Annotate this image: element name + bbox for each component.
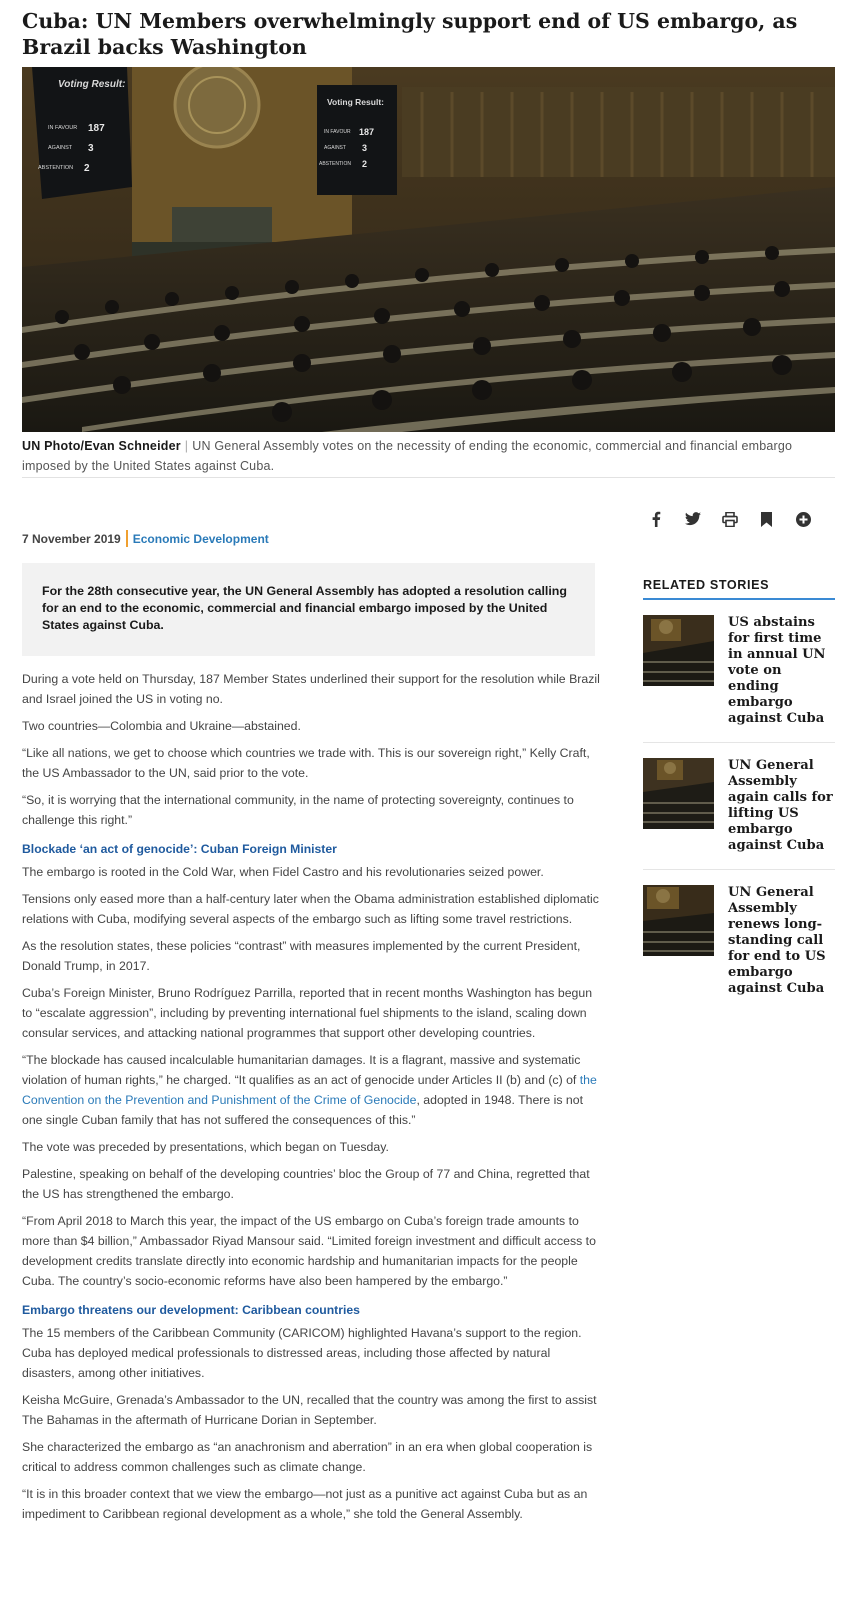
share-toolbar [637, 509, 822, 529]
paragraph: She characterized the embargo as “an anachronism and aberration” in an era when global cooperation is critical to address common challenges such as climate change. [22, 1440, 593, 1474]
board-right-label-favour: IN FAVOUR [324, 129, 351, 135]
paragraph: Cuba’s Foreign Minister, Bruno Rodríguez Parrilla, reported that in recent months Washington has begun to “escalate aggression”, including by preventing international fuel shipments to the island, scaling down consular services, and attacking national programmes that support other developing countries. [22, 986, 593, 1040]
board-right-value-abstention: 2 [362, 159, 368, 169]
genocide-convention-link[interactable]: the Convention on the Prevention and Punishment of the Crime of Genocide [22, 1073, 597, 1107]
related-heading: RELATED STORIES [643, 578, 835, 600]
bookmark-icon[interactable] [748, 509, 785, 529]
caption-divider [22, 477, 835, 478]
board-left-label-favour: IN FAVOUR [48, 125, 78, 131]
board-left-value-favour: 187 [88, 123, 105, 134]
paragraph: “So, it is worrying that the international community, in the name of protecting sovereignty, continues to challenge this right.” [22, 793, 574, 827]
voting-board-left [32, 67, 132, 199]
board-left-title: Voting Result: [58, 79, 126, 90]
board-left-label-abstention: ABSTENTION [38, 165, 74, 171]
section-heading: Blockade ‘an act of genocide’: Cuban Foreign Minister [22, 842, 337, 856]
story-thumbnail[interactable] [643, 615, 714, 686]
facebook-icon[interactable] [637, 509, 674, 529]
paragraph: As the resolution states, these policies “contrast” with measures implemented by the current President, Donald Trump, in 2017. [22, 939, 581, 973]
paragraph: “Like all nations, we get to choose which countries we trade with. This is our sovereign right,” Kelly Craft, the US Ambassador to the UN, said prior to the vote. [22, 746, 590, 780]
related-story[interactable] [643, 870, 835, 1012]
story-thumbnail[interactable] [643, 758, 714, 829]
board-right-label-against: AGAINST [324, 145, 346, 151]
topic-link[interactable]: Economic Development [132, 531, 269, 546]
photo-caption [22, 436, 822, 476]
paragraph [22, 1050, 602, 1130]
paragraph: The embargo is rooted in the Cold War, when Fidel Castro and his revolutionaries seized power. [22, 865, 544, 879]
lead-text: For the 28th consecutive year, the UN General Assembly has adopted a resolution calling for an end to the economic, commercial and financial embargo imposed by the United States against Cuba. [42, 584, 567, 632]
voting-board-right [317, 85, 397, 195]
related-story[interactable] [643, 743, 835, 870]
article-meta [22, 530, 269, 547]
hero-photo [22, 67, 835, 432]
related-story[interactable] [643, 600, 835, 743]
related-stories [643, 578, 835, 1012]
assembly-hall-illustration [22, 67, 835, 432]
meta-divider [126, 530, 128, 547]
paragraph: The vote was preceded by presentations, which began on Tuesday. [22, 1140, 389, 1154]
lead-summary [22, 563, 595, 656]
story-title[interactable]: US abstains for first time in annual UN vote on ending embargo against Cuba [728, 615, 826, 726]
board-right-value-against: 3 [362, 143, 368, 153]
plus-icon[interactable] [785, 509, 822, 529]
board-left-value-abstention: 2 [84, 163, 90, 174]
board-left-label-against: AGAINST [48, 145, 73, 151]
twitter-icon[interactable] [674, 509, 711, 529]
board-right-label-abstention: ABSTENTION [319, 161, 351, 167]
photo-credit: UN Photo/Evan Schneider [22, 439, 181, 453]
paragraph: The 15 members of the Caribbean Community (CARICOM) highlighted Havana’s support to the region. Cuba has deployed medical professionals to distressed areas, including those affected by natural disasters, among other initiatives. [22, 1326, 582, 1380]
paragraph: Keisha McGuire, Grenada’s Ambassador to the UN, recalled that the country was among the first to assist The Bahamas in the aftermath of Hurricane Dorian in September. [22, 1393, 597, 1427]
paragraph: “It is in this broader context that we view the embargo—not just as a punitive act against Cuba but as an impediment to Caribbean regional development as a whole,” she told the General Assembly. [22, 1487, 588, 1521]
story-title[interactable]: UN General Assembly renews long-standing call for end to US embargo against Cuba [728, 885, 826, 996]
article-body [22, 669, 602, 1531]
print-icon[interactable] [711, 509, 748, 529]
paragraph-text: , adopted in 1948. There is not one single Cuban family that has not suffered the consequences of this.” [22, 1093, 584, 1127]
paragraph: During a vote held on Thursday, 187 Member States underlined their support for the resolution while Brazil and Israel joined the US in voting no. [22, 672, 600, 706]
article-date: 7 November 2019 [22, 531, 121, 546]
article-headline: Cuba: UN Members overwhelmingly support end of US embargo, as Brazil backs Washington [22, 9, 798, 59]
paragraph: Palestine, speaking on behalf of the developing countries’ bloc the Group of 77 and China, regretted that the US has strengthened the embargo. [22, 1167, 590, 1201]
story-thumbnail[interactable] [643, 885, 714, 956]
paragraph: Tensions only eased more than a half-century later when the Obama administration established diplomatic relations with Cuba, modifying several aspects of the embargo such as lifting some travel restrictions. [22, 892, 599, 926]
section-heading: Embargo threatens our development: Caribbean countries [22, 1303, 360, 1317]
board-right-value-favour: 187 [359, 127, 375, 137]
board-right-title: Voting Result: [327, 97, 384, 107]
caption-separator: | [184, 439, 189, 453]
board-left-value-against: 3 [88, 143, 94, 154]
paragraph-text: “The blockade has caused incalculable humanitarian damages. It is a flagrant, massive and systematic violation of human rights,” he charged. “It qualifies as an act of genocide under Articles II (b) and (c) of [22, 1053, 581, 1087]
paragraph: Two countries—Colombia and Ukraine—abstained. [22, 719, 301, 733]
story-title[interactable]: UN General Assembly again calls for lifting US embargo against Cuba [728, 758, 833, 853]
caption-text: UN General Assembly votes on the necessity of ending the economic, commercial and financial embargo imposed by the United States against Cuba. [22, 439, 793, 473]
paragraph: “From April 2018 to March this year, the impact of the US embargo on Cuba’s foreign trade amounts to more than $4 billion,” Ambassador Riyad Mansour said. “Limited foreign investment and difficult access to development credits translate directly into economic hardship and humanitarian impacts for the people Cuba. The country’s socio-economic reforms have also been hampered by the embargo.” [22, 1214, 596, 1288]
